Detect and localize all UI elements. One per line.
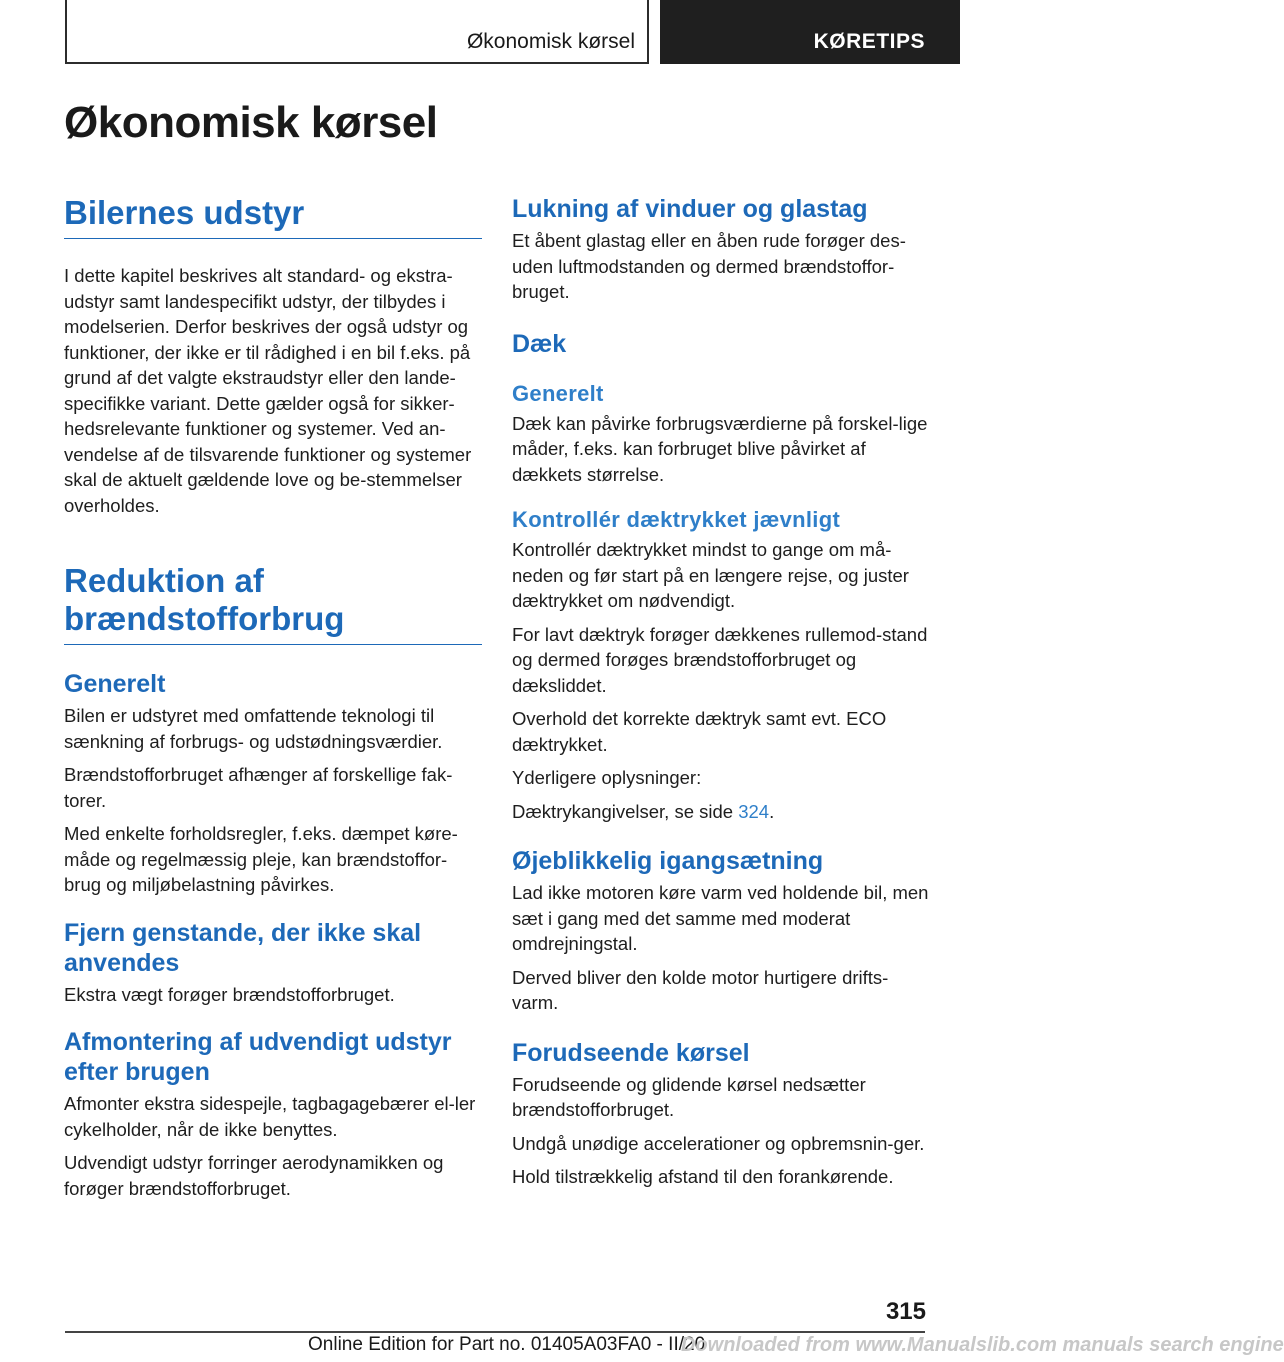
paragraph: Et åbent glastag eller en åben rude forøger des-uden luftmodstanden og dermed brændstoffor-bruget. [512, 230, 906, 302]
subheading-anticipatory-driving: Forudseende kørsel [512, 1038, 750, 1067]
reference-end: . [769, 800, 775, 822]
footer-divider [65, 1331, 925, 1333]
paragraph-reference [512, 799, 930, 825]
header-chapter-tab[interactable]: KØRETIPS [660, 0, 960, 64]
subheading-remove-items: Fjern genstande, der ikke skal anvendes [64, 918, 422, 977]
paragraph: Lad ikke motoren køre varm ved holdende bil, men sæt i gang med det samme med moderat omdrejningstal. [512, 882, 929, 954]
paragraph: Ekstra vægt forøger brændstofforbruget. [64, 983, 395, 1005]
heading-line: Reduktion af [64, 562, 264, 599]
paragraph: Forudseende og glidende kørsel nedsætter brændstofforbruget. [512, 1073, 866, 1120]
paragraph: Bilen er udstyret med omfattende teknologi til sænkning af forbrugs- og udstødningsværdier. [64, 705, 443, 752]
section-heading-fuel-reduction [64, 562, 482, 645]
left-column [64, 188, 482, 1201]
subheading-remove-exterior: Afmontering af udvendigt udstyr efter brugen [64, 1028, 452, 1086]
paragraph: For lavt dæktryk forøger dækkenes rullemod-stand og dermed forøges brændstofforbruget og dæksliddet. [512, 623, 928, 696]
paragraph: Med enkelte forholdsregler, f.eks. dæmpet køre-måde og regelmæssig pleje, kan brændstoffor-brug og miljøbelastning påvirkes. [64, 823, 458, 895]
paragraph: Kontrollér dæktrykket mindst to gange om må-neden og før start på en længere rejse, og juster dæktrykket om nødvendigt. [512, 539, 909, 611]
header-section-tab: Økonomisk kørsel [65, 0, 649, 64]
paragraph: Udvendigt udstyr forringer aerodynamikken og forøger brændstofforbruget. [64, 1152, 444, 1199]
paragraph: Overhold det korrekte dæktryk samt evt. ECO dæktrykket. [512, 708, 887, 755]
paragraph: Derved bliver den kolde motor hurtigere drifts-varm. [512, 966, 889, 1013]
subheading-check-pressure: Kontrollér dæktrykket jævnligt [512, 507, 841, 532]
page-title: Økonomisk kørsel [64, 98, 438, 147]
page-number: 315 [885, 1298, 926, 1325]
subheading-tires-general: Generelt [512, 380, 604, 406]
subheading-tires: Dæk [512, 329, 567, 358]
subheading-general: Generelt [64, 670, 166, 698]
heading-line: brændstofforbrug [64, 600, 345, 637]
paragraph: Dæk kan påvirke forbrugsværdierne på forskel-lige måder, f.eks. kan forbruget blive påvirket af dækkets størrelse. [512, 412, 928, 485]
reference-text: Dæktrykangivelser, se side [512, 800, 739, 822]
footer-edition: Online Edition for Part no. 01405A03FA0 - II/20 [308, 1334, 706, 1355]
watermark: Downloaded from www.Manualslib.com manuals search engine [681, 1334, 1284, 1356]
paragraph: I dette kapitel beskrives alt standard- og ekstra-udstyr samt landespecifikt udstyr, der tilbydes i modelserien. Derfor beskrives der også udstyr og funktioner, der ikke er til rådighed i en bil f.eks. på grund af det valgte ekstraudstyr eller den lande-specifikke variant. Dette gælder også for sikker-hedsrelevante funktioner og systemer. Ved an-vendelse af de tilsvarende funktioner og systemer skal de aktuelt gældende love og be-stemmelser overholdes. [64, 265, 472, 516]
paragraph: Afmonter ekstra sidespejle, tagbagagebærer el-ler cykelholder, når de ikke benyttes. [64, 1093, 476, 1140]
paragraph: Undgå unødige accelerationer og opbremsnin-ger. [512, 1132, 925, 1154]
paragraph: Yderligere oplysninger: [512, 767, 702, 788]
paragraph: Brændstofforbruget afhænger af forskellige fak-torer. [64, 764, 453, 811]
page-link-324[interactable]: 324 [738, 800, 770, 822]
subheading-windows: Lukning af vinduer og glastag [512, 195, 868, 223]
section-heading-equipment: Bilernes udstyr [64, 194, 482, 239]
right-column [512, 188, 930, 1190]
subheading-instant-start: Øjeblikkelig igangsætning [512, 847, 824, 875]
paragraph: Hold tilstrækkelig afstand til den forankørende. [512, 1166, 894, 1187]
